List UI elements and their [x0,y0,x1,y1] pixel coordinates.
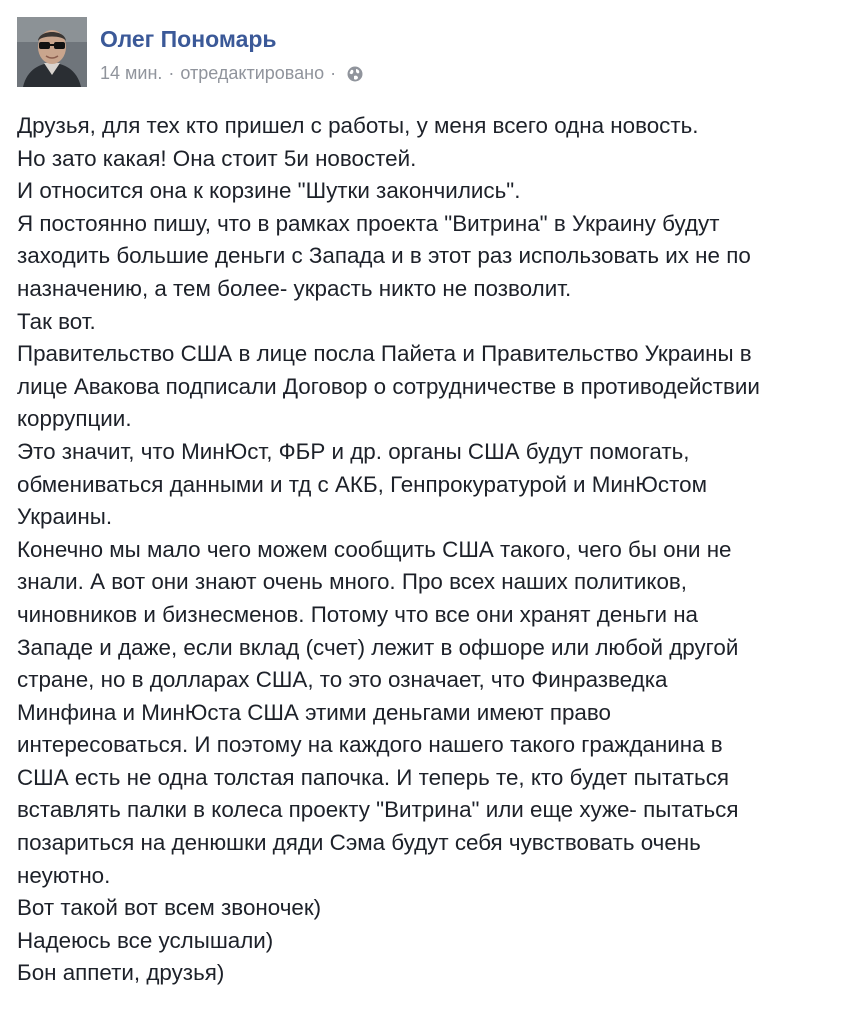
globe-icon[interactable] [346,65,364,83]
meta-separator: · [168,63,175,83]
post-text-line: неуютно. [17,862,111,888]
post-text-line: Друзья, для тех кто пришел с работы, у меня всего одна новость. [17,113,699,138]
post-text-line: обмениваться данными и тд с АКБ, Генпрокуратурой и МинЮстом [17,471,707,497]
post-text-line: Так вот. [17,308,96,334]
post-text-line: И относится она к корзине "Шутки закончились". [17,178,521,204]
post-text-line: коррупции. [17,406,132,432]
post-text-line: Правительство США в лице посла Пайета и Правительство Украины в [17,341,752,367]
post-text-line: позариться на денюшки дяди Сэма будут себя чувствовать очень [17,830,701,856]
post-text-line: лице Авакова подписали Договор о сотрудничестве в противодействии [17,373,760,399]
post-text-line: Бон аппети, друзья) [17,960,225,986]
post-text-line: Но зато какая! Она стоит 5и новостей. [17,145,417,171]
post-text-line: чиновников и бизнесменов. Потому что все они хранят деньги на [17,601,699,627]
post-meta [100,63,364,84]
post-text-line: стране, но в долларах США, то это означает, что Финразведка [17,667,668,693]
post-text-line: США есть не одна толстая папочка. И теперь те, кто будет пытаться [17,764,730,790]
post-time[interactable]: 14 мин. [100,63,163,83]
post-text-line: Вот такой вот всем звоночек) [17,895,322,921]
post-text-line: интересоваться. И поэтому на каждого нашего такого гражданина в [17,732,723,758]
author-name[interactable]: Олег Пономарь [100,26,277,52]
meta-separator: · [330,63,337,83]
post-text-line: Надеюсь все услышали) [17,927,274,953]
post-text-line: Украины. [17,504,113,530]
post-body [17,110,847,990]
post-text-line: Конечно мы мало чего можем сообщить США такого, чего бы они не [17,536,732,562]
post-text-line: заходить большие деньги с Запада и в этот раз использовать их не по [17,243,751,269]
avatar[interactable] [17,17,87,87]
post-text-line: Западе и даже, если вклад (счет) лежит в офшоре или любой другой [17,634,739,660]
post-text-line: вставлять палки в колеса проекту "Витрина" или еще хуже- пытаться [17,797,739,823]
post-text-line: Я постоянно пишу, что в рамках проекта "Витрина" в Украину будут [17,210,720,236]
edited-label[interactable]: отредактировано [180,63,325,83]
post-text-line: назначению, а тем более- украсть никто не позволит. [17,275,572,301]
avatar-photo-icon [17,17,87,87]
post-header [17,17,837,89]
post-text-line: Это значит, что МинЮст, ФБР и др. органы США будут помогать, [17,438,690,464]
post-text-line: знали. А вот они знают очень много. Про всех наших политиков, [17,569,688,595]
post-text-line: Минфина и МинЮста США этими деньгами имеют право [17,699,611,725]
